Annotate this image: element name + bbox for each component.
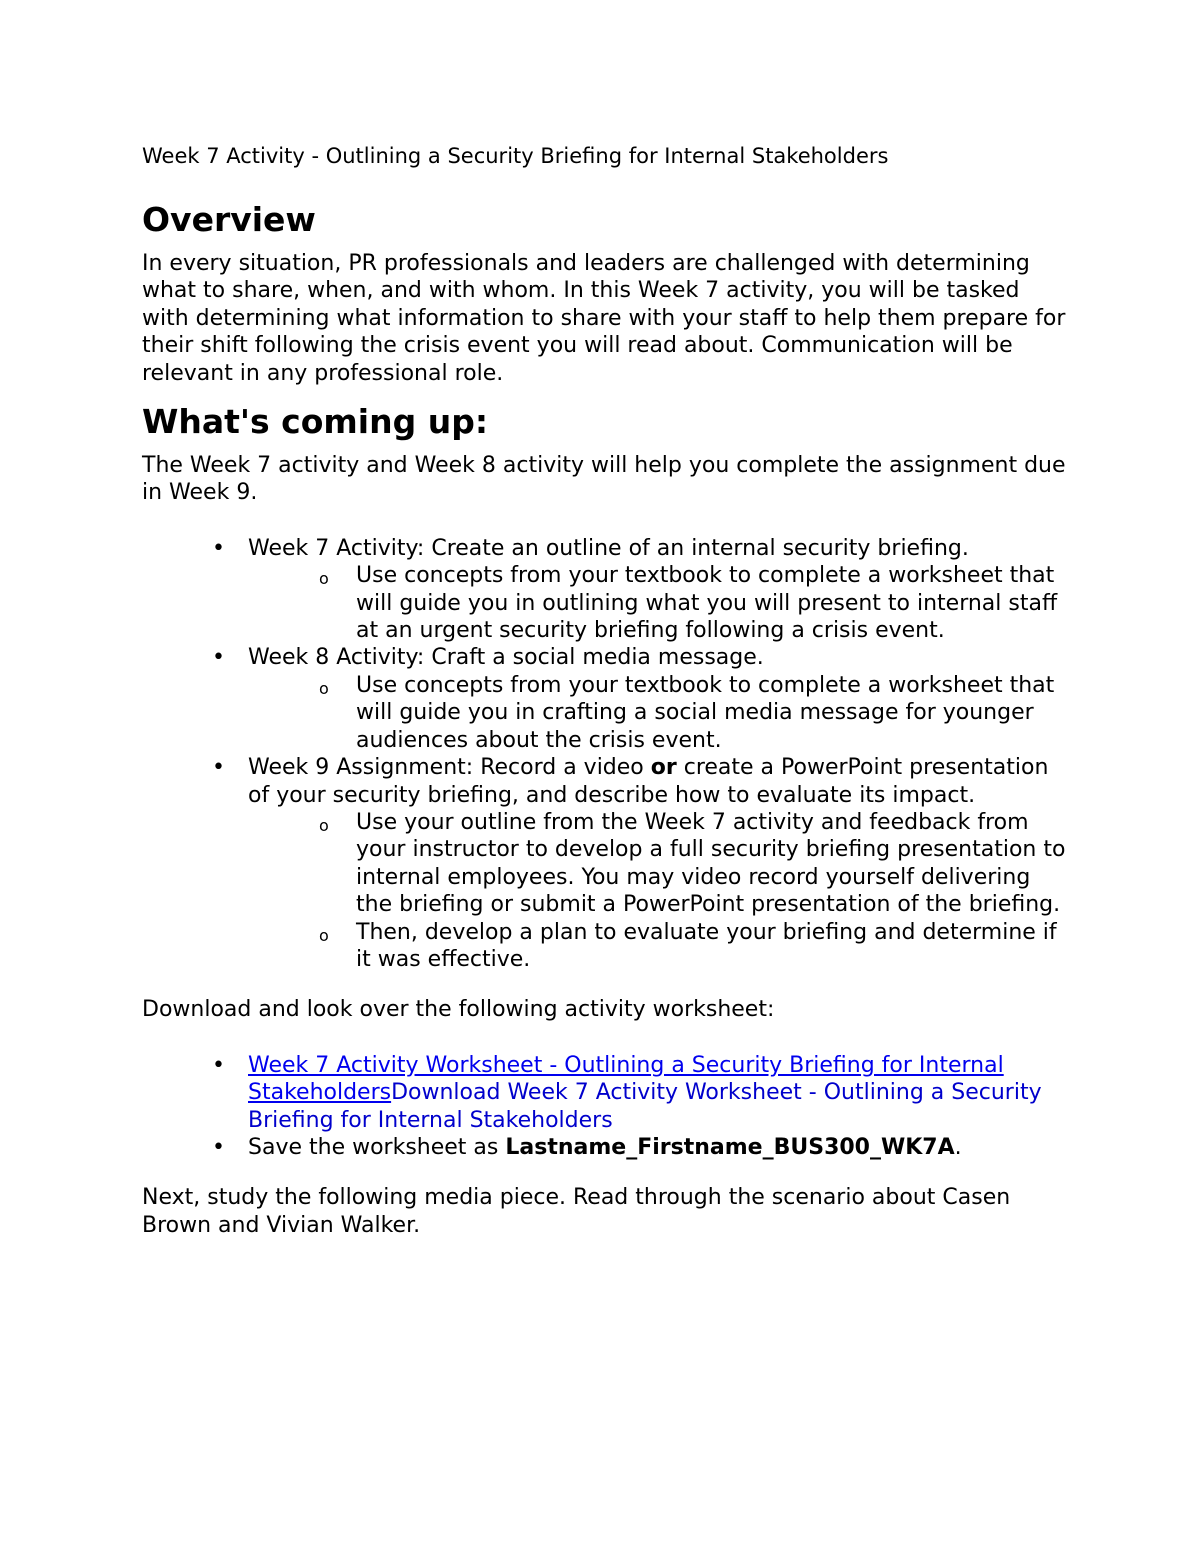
- sublist-item: [319, 562, 1072, 644]
- document-title: Week 7 Activity - Outlining a Security Briefing for Internal Stakeholders: [142, 144, 889, 168]
- week9-subitem-text-1: Use your outline from the Week 7 activity and feedback from your instructor to develop a full security briefing presentation to internal employees. You may video record yourself delivering the briefing or submit a PowerPoint presentation of the briefing.: [356, 809, 1066, 918]
- week9-subitem-text-2: Then, develop a plan to evaluate your briefing and determine if it was effective.: [356, 919, 1057, 972]
- week9-sublist: [142, 809, 1072, 973]
- next-paragraph: Next, study the following media piece. Read through the scenario about Casen Brown and Vivian Walker.: [142, 1185, 1011, 1238]
- week7-subitem-text: Use concepts from your textbook to complete a worksheet that will guide you in outlining what you will present to internal staff at an urgent security briefing following a crisis event.: [356, 563, 1058, 644]
- list-item-week7: [142, 535, 1072, 645]
- download-intro: Download and look over the following activity worksheet:: [142, 997, 775, 1023]
- list-item-week8: [142, 644, 1072, 754]
- save-filename: Lastname_Firstname_BUS300_WK7A: [505, 1134, 955, 1160]
- worksheet-link[interactable]: Week 7 Activity Worksheet - Outlining a Security Briefing for Internal Stakeholders: [248, 1052, 1004, 1106]
- download-list: [142, 1052, 1072, 1162]
- bullet-icon: •: [212, 1052, 225, 1078]
- list-item-save-instruction: [142, 1134, 1072, 1161]
- week9-text-bold: or: [650, 755, 677, 781]
- bullet-icon: •: [212, 535, 225, 561]
- sub-bullet-icon: o: [319, 925, 329, 945]
- coming-up-heading: What's coming up:: [142, 402, 489, 442]
- sub-bullet-icon: o: [319, 815, 329, 835]
- week8-subitem-text: Use concepts from your textbook to complete a worksheet that will guide you in crafting a social media message for younger audiences about the crisis event.: [356, 672, 1055, 753]
- week9-text-before: Week 9 Assignment: Record a video: [248, 755, 651, 781]
- download-worksheet-link[interactable]: Download Week 7 Activity Worksheet - Outlining a Security Briefing for Internal Stakeholders: [248, 1080, 1042, 1133]
- save-text-before: Save the worksheet as: [248, 1134, 506, 1160]
- document-page: [142, 140, 1072, 1254]
- week9-assignment-text: [248, 755, 1048, 807]
- list-item-week9: [142, 754, 1072, 973]
- overview-paragraph: In every situation, PR professionals and leaders are challenged with determining what to share, when, and with whom. In this Week 7 activity, you will be tasked with determining what information to share with your staff to help them prepare for their shift following the crisis event you will read about. Communication will be relevant in any professional role.: [142, 251, 1066, 386]
- sublist-item: [319, 919, 1072, 974]
- overview-heading: Overview: [142, 200, 316, 239]
- sub-bullet-icon: o: [319, 678, 329, 698]
- bullet-icon: •: [212, 645, 225, 671]
- coming-up-intro: The Week 7 activity and Week 8 activity will help you complete the assignment due in Week 9.: [142, 453, 1066, 506]
- list-item-worksheet-link: [142, 1052, 1072, 1134]
- week7-activity-text: Week 7 Activity: Create an outline of an internal security briefing.: [248, 535, 969, 561]
- sublist-item: [319, 809, 1072, 919]
- week9-text-after: create a PowerPoint presentation of your security briefing, and describe how to evaluate its impact.: [248, 755, 1049, 808]
- week8-activity-text: Week 8 Activity: Craft a social media message.: [248, 645, 764, 671]
- bullet-icon: •: [212, 755, 225, 781]
- save-text-after: .: [954, 1134, 962, 1160]
- sub-bullet-icon: o: [319, 569, 329, 589]
- week7-sublist: [142, 562, 1072, 644]
- sublist-item: [319, 672, 1072, 754]
- week8-sublist: [142, 672, 1072, 754]
- bullet-icon: •: [212, 1134, 225, 1160]
- coming-up-list: [142, 535, 1072, 974]
